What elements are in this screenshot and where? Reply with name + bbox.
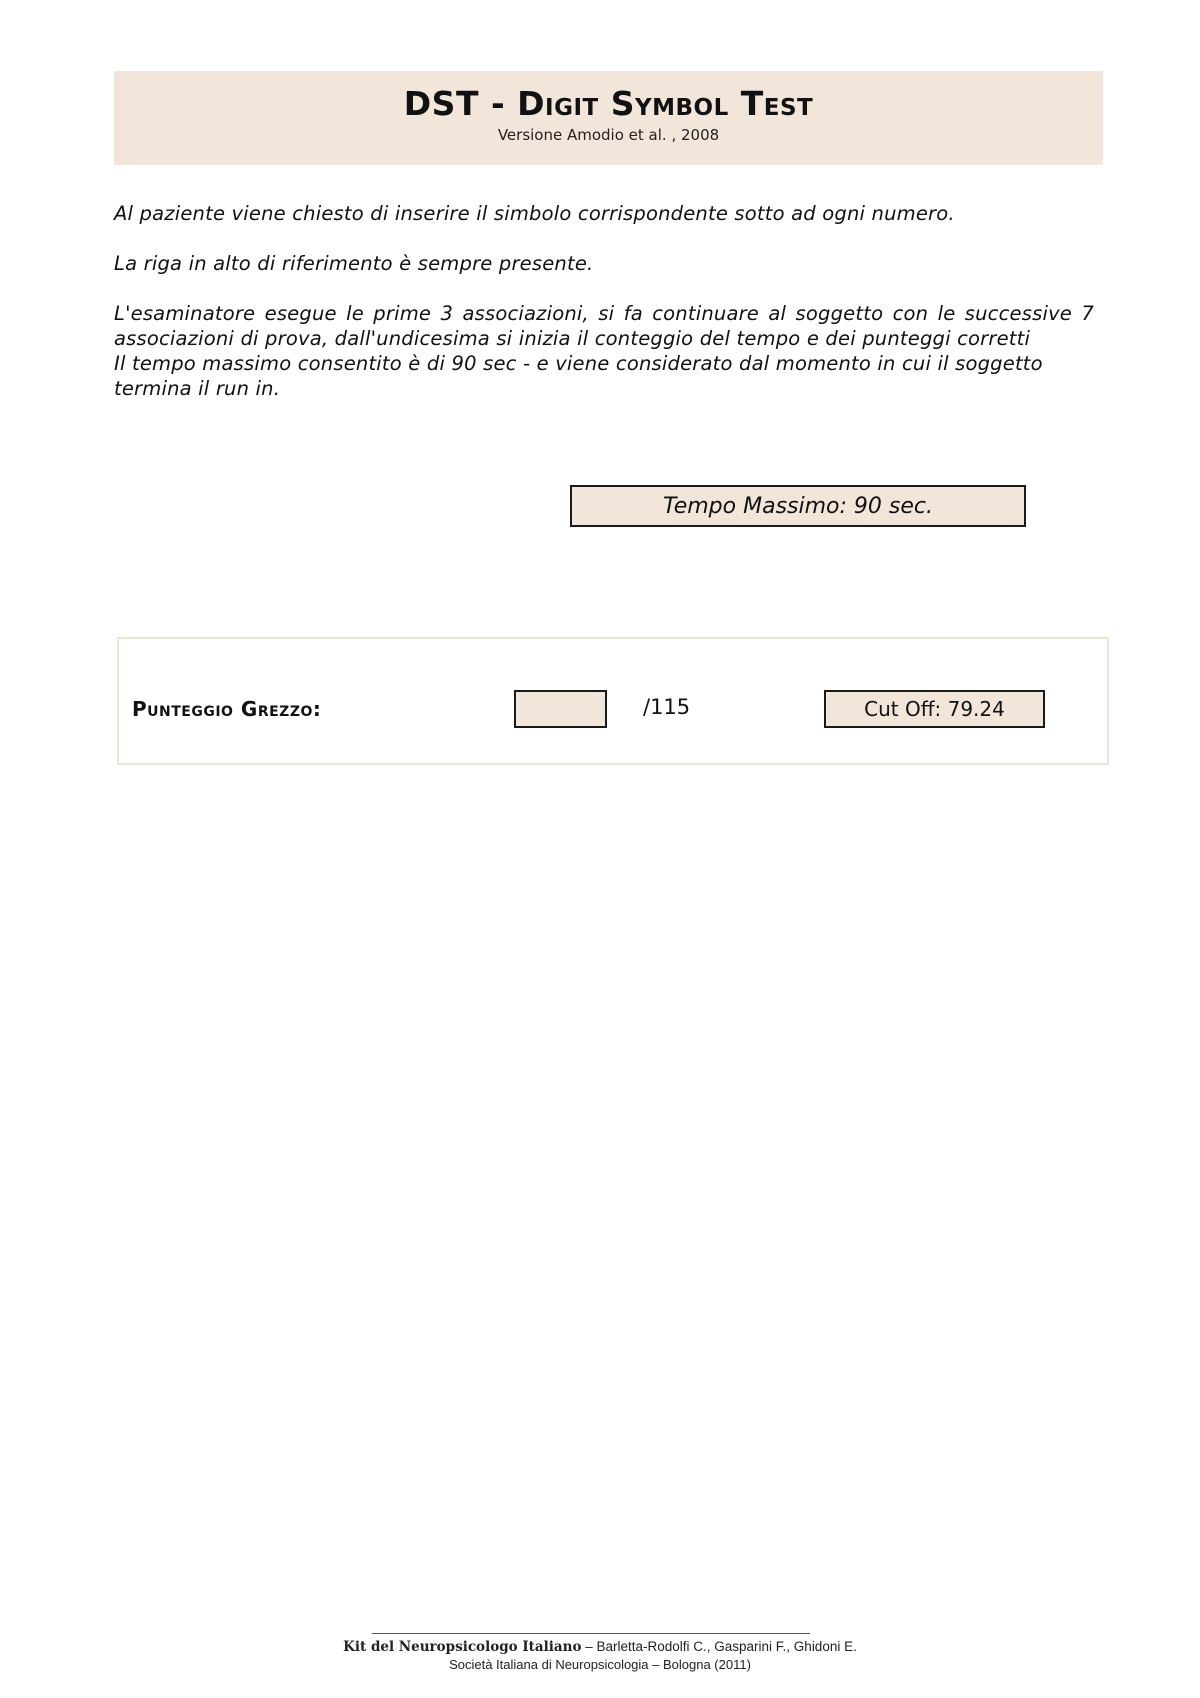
- header-band: [114, 71, 1103, 165]
- footer-society: Società Italiana di Neuropsicologia – Bologna (2011): [449, 1657, 751, 1672]
- instruction-paragraph-1: Al paziente viene chiesto di inserire il simbolo corrispondente sotto ad ogni numero.: [114, 202, 955, 225]
- max-time-box: [570, 485, 1026, 527]
- footer-kit-title: Kit del Neuropsicologo Italiano: [343, 1639, 582, 1655]
- footer-divider: [372, 1633, 810, 1634]
- page-title: DST - Digit Symbol Test: [403, 84, 814, 123]
- footer-authors: – Barletta-Rodolfi C., Gasparini F., Ghidoni E.: [581, 1639, 857, 1654]
- instruction-paragraph-3: L'esaminatore esegue le prime 3 associazioni, si fa continuare al soggetto con le successive 7 associazioni di prova, dall'undicesima si inizia il conteggio del tempo e dei punteggi corretti: [114, 302, 1094, 350]
- instruction-paragraph-2: La riga in alto di riferimento è sempre presente.: [114, 252, 594, 275]
- cutoff-box: [824, 690, 1045, 728]
- cutoff-label: Cut Off: 79.24: [864, 697, 1005, 721]
- instruction-paragraph-4: Il tempo massimo consentito è di 90 sec - e viene considerato dal momento in cui il soggetto termina il run in.: [114, 352, 1043, 400]
- raw-score-label: Punteggio Grezzo:: [132, 697, 322, 721]
- raw-score-field[interactable]: [514, 690, 607, 728]
- page-subtitle: Versione Amodio et al. , 2008: [497, 126, 720, 144]
- max-time-label: Tempo Massimo: 90 sec.: [663, 493, 933, 519]
- footer-credits: [0, 1638, 1200, 1656]
- raw-score-max: /115: [643, 695, 691, 719]
